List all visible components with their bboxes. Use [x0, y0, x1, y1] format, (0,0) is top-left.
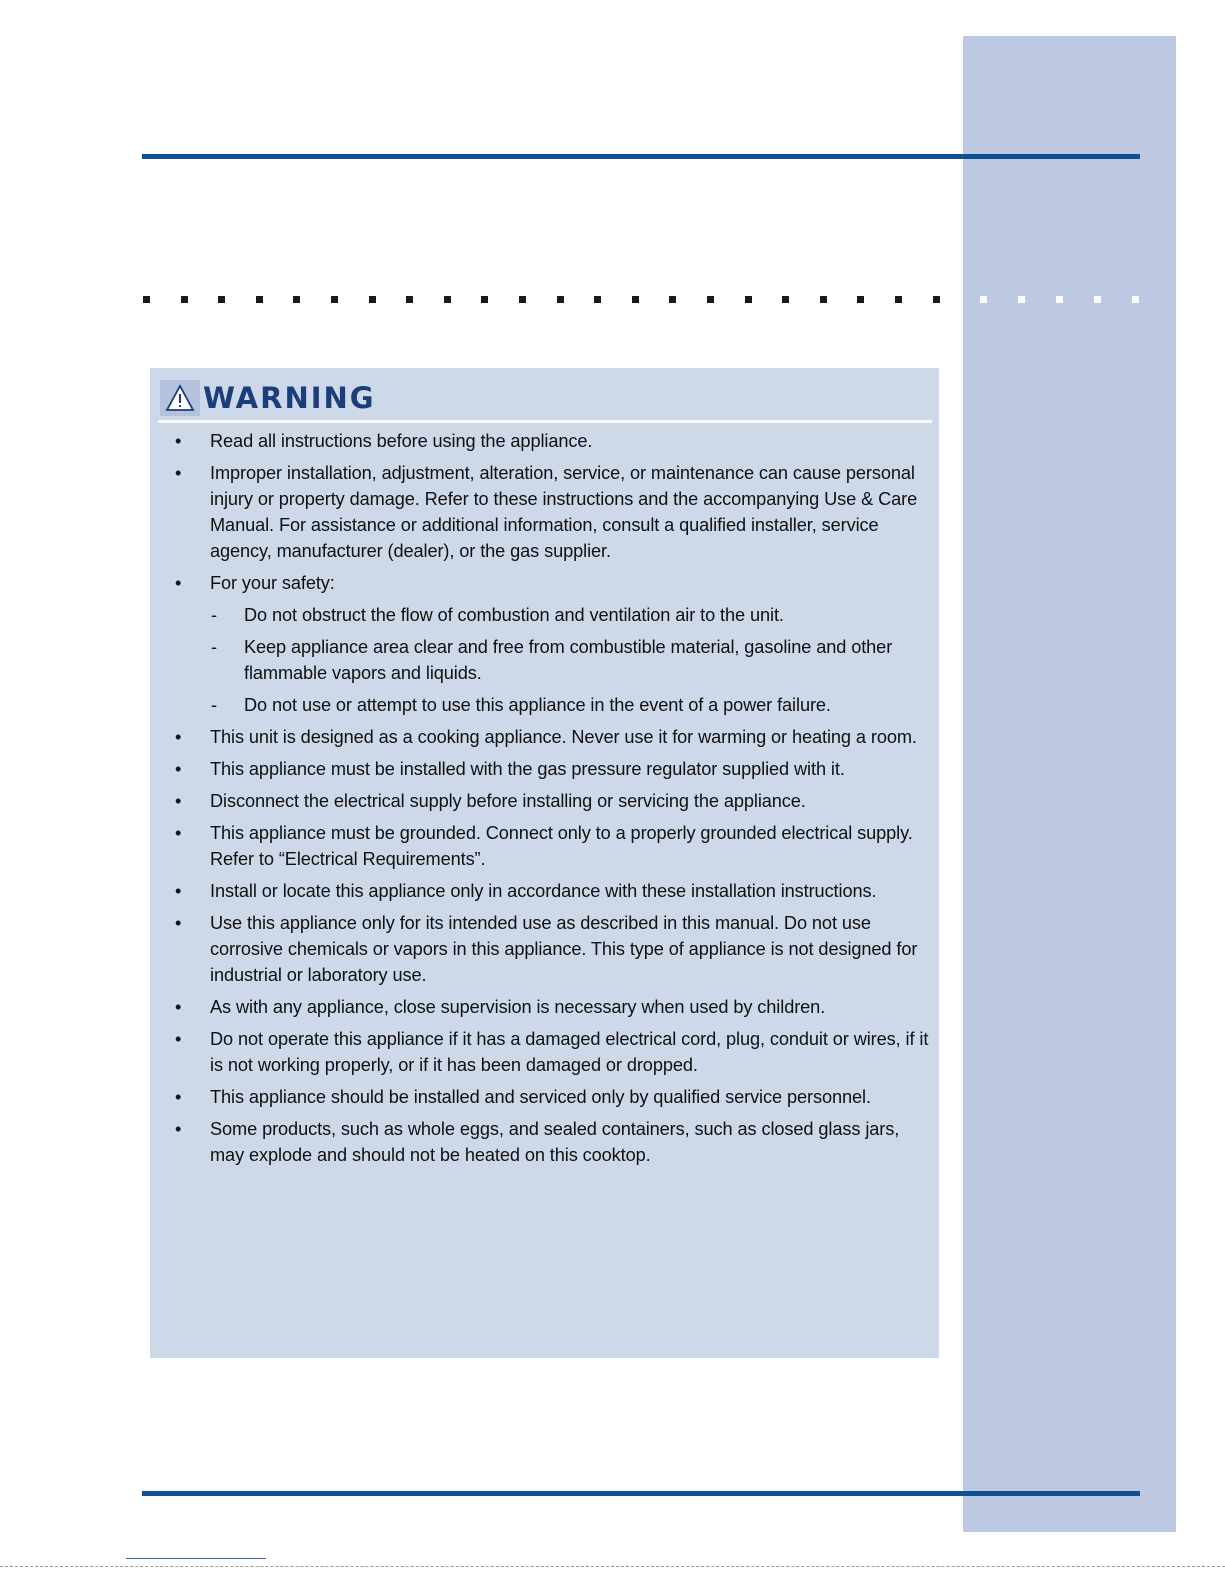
divider-dot — [557, 296, 564, 303]
warning-item — [150, 1084, 939, 1110]
warning-item — [150, 570, 939, 596]
divider-dot — [1094, 296, 1101, 303]
bullet-marker: • — [175, 1087, 182, 1107]
warning-list — [150, 428, 939, 1174]
warning-item — [150, 460, 939, 564]
divider-dot — [519, 296, 526, 303]
warning-item-text: Do not obstruct the flow of combustion and ventilation air to the unit. — [244, 605, 784, 625]
warning-item-text: Do not use or attempt to use this appliance in the event of a power failure. — [244, 695, 831, 715]
divider-dot — [669, 296, 676, 303]
divider-dot — [1056, 296, 1063, 303]
warning-item — [150, 910, 939, 988]
warning-item — [150, 1116, 939, 1168]
bullet-marker: • — [175, 881, 182, 901]
warning-item-text: Improper installation, adjustment, alteration, service, or maintenance can cause personal injury or property damage. Refer to these instructions and the accompanying Use & Care Manual. For assistance or additional information, consult a qualified installer, service agency, manufacturer (dealer), or the gas supplier. — [210, 463, 918, 561]
side-tab-panel — [963, 36, 1176, 1532]
divider-dot — [632, 296, 639, 303]
warning-item — [150, 820, 939, 872]
bullet-marker: - — [211, 605, 218, 625]
divider-dot — [406, 296, 413, 303]
bullet-marker: • — [175, 791, 182, 811]
warning-item-text: Do not operate this appliance if it has a damaged electrical cord, plug, conduit or wires, if it is not working properly, or if it has been damaged or dropped. — [210, 1029, 929, 1075]
divider-dot — [143, 296, 150, 303]
divider-dot — [481, 296, 488, 303]
footer-dashed-rule — [0, 1566, 1225, 1568]
divider-dot — [293, 296, 300, 303]
bullet-marker: • — [175, 759, 182, 779]
divider-dot — [218, 296, 225, 303]
bullet-marker: • — [175, 1029, 182, 1049]
dotted-divider — [0, 296, 1225, 304]
bottom-rule — [142, 1491, 1140, 1496]
warning-item-text: Keep appliance area clear and free from combustible material, gasoline and other flammable vapors and liquids. — [244, 637, 893, 683]
warning-item — [150, 788, 939, 814]
warning-item — [150, 724, 939, 750]
bullet-marker: - — [211, 695, 218, 715]
warning-item — [150, 428, 939, 454]
warning-item-text: This appliance should be installed and serviced only by qualified service personnel. — [210, 1087, 871, 1107]
bullet-marker: • — [175, 1119, 182, 1139]
divider-dot — [820, 296, 827, 303]
warning-item-text: For your safety: — [210, 573, 335, 593]
divider-dot — [980, 296, 987, 303]
bullet-marker: • — [175, 463, 182, 483]
bullet-marker: • — [175, 913, 182, 933]
bullet-marker: - — [211, 637, 218, 657]
warning-item-text: As with any appliance, close supervision is necessary when used by children. — [210, 997, 826, 1017]
bullet-marker: • — [175, 431, 182, 451]
warning-header — [160, 380, 376, 416]
divider-dot — [369, 296, 376, 303]
warning-triangle-icon — [160, 380, 200, 416]
warning-sub-item — [150, 634, 939, 686]
warning-item-text: This appliance must be grounded. Connect only to a properly grounded electrical supply. Refer to “Electrical Requirements”. — [210, 823, 913, 869]
divider-dot — [594, 296, 601, 303]
divider-dot — [444, 296, 451, 303]
bullet-marker: • — [175, 727, 182, 747]
warning-item-text: Install or locate this appliance only in accordance with these installation instructions. — [210, 881, 877, 901]
warning-item — [150, 756, 939, 782]
warning-item — [150, 994, 939, 1020]
bullet-marker: • — [175, 823, 182, 843]
warning-item — [150, 878, 939, 904]
warning-header-rule — [158, 420, 932, 423]
warning-sub-item — [150, 692, 939, 718]
warning-item-text: This appliance must be installed with the gas pressure regulator supplied with it. — [210, 759, 845, 779]
divider-dot — [256, 296, 263, 303]
bullet-marker: • — [175, 997, 182, 1017]
warning-item-text: Read all instructions before using the appliance. — [210, 431, 593, 451]
footer-underline — [126, 1558, 266, 1559]
divider-dot — [933, 296, 940, 303]
divider-dot — [895, 296, 902, 303]
divider-dot — [331, 296, 338, 303]
warning-item-text: Disconnect the electrical supply before installing or servicing the appliance. — [210, 791, 806, 811]
divider-dot — [181, 296, 188, 303]
warning-title: WARNING — [203, 381, 376, 415]
warning-item — [150, 1026, 939, 1078]
divider-dot — [1132, 296, 1139, 303]
divider-dot — [745, 296, 752, 303]
warning-sub-item — [150, 602, 939, 628]
warning-box — [150, 368, 939, 1358]
divider-dot — [707, 296, 714, 303]
divider-dot — [1018, 296, 1025, 303]
warning-item-text: Use this appliance only for its intended use as described in this manual. Do not use corrosive chemicals or vapors in this appliance. This type of appliance is not designed for industrial or laboratory use. — [210, 913, 918, 985]
warning-item-text: This unit is designed as a cooking appliance. Never use it for warming or heating a room. — [210, 727, 917, 747]
bullet-marker: • — [175, 573, 182, 593]
divider-dot — [857, 296, 864, 303]
top-rule — [142, 154, 1140, 159]
divider-dot — [782, 296, 789, 303]
warning-item-text: Some products, such as whole eggs, and sealed containers, such as closed glass jars, may explode and should not be heated on this cooktop. — [210, 1119, 900, 1165]
